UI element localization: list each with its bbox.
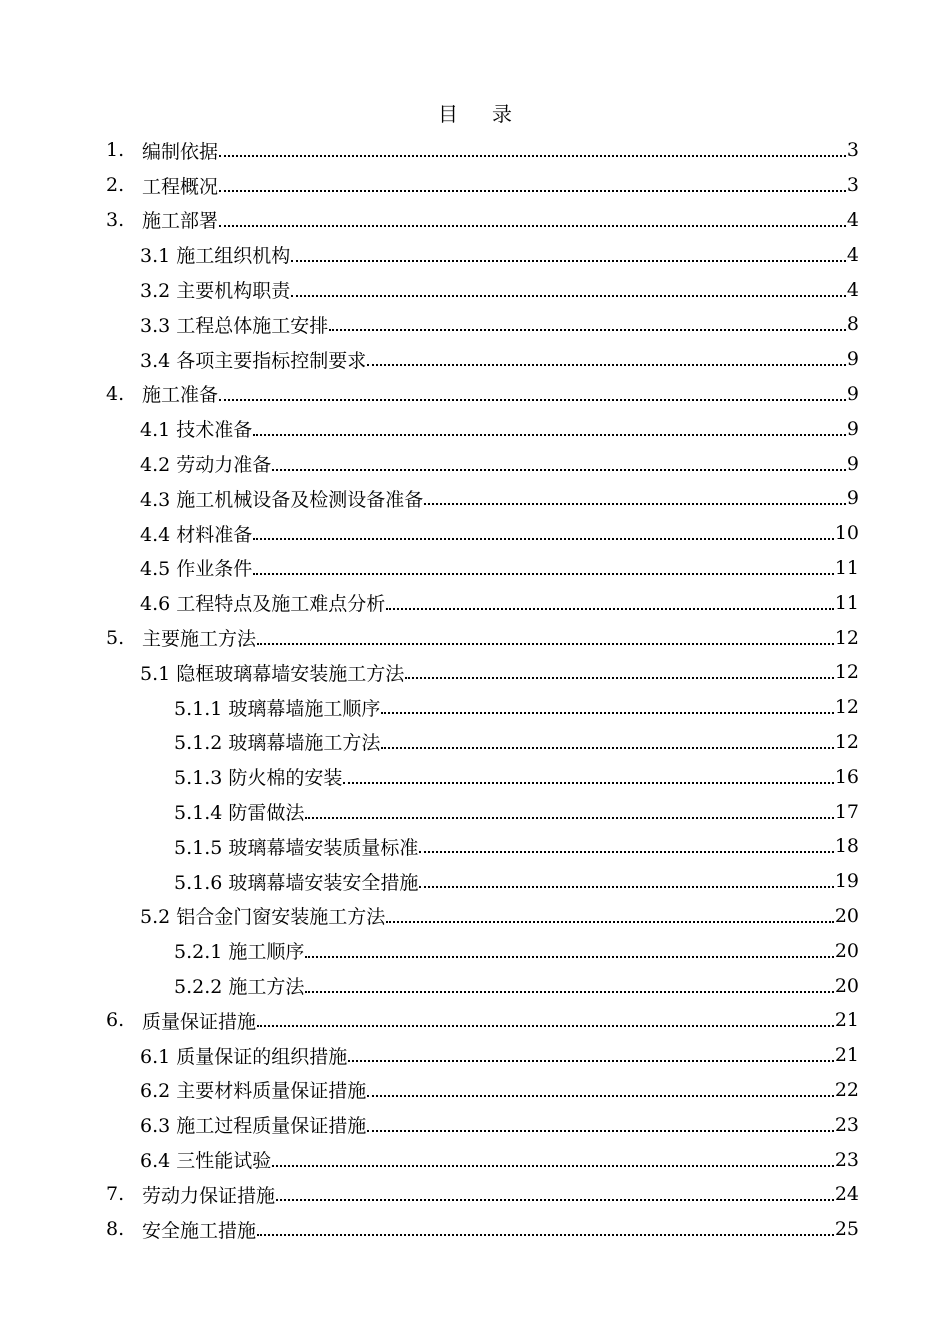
toc-entry[interactable] [0,794,950,829]
toc-entry-title: 3.4 各项主要指标控制要求 [140,346,366,373]
toc-entry-page-number: 9 [846,348,859,371]
toc-dot-leader [381,696,833,718]
toc-entry[interactable] [0,203,950,238]
toc-entry-title: 4.2 劳动力准备 [140,450,271,477]
toc-entry[interactable] [0,1038,950,1073]
toc-title-left: 目 [438,102,458,126]
toc-entry[interactable] [0,690,950,725]
toc-entry-number: 1. [106,139,125,162]
toc-dot-leader [219,383,846,405]
toc-entry[interactable] [0,342,950,377]
toc-entry-page-number: 12 [834,661,859,684]
toc-entry-page-number: 10 [834,522,859,545]
toc-entry[interactable] [0,933,950,968]
toc-entry-title: 5.1.4 防雷做法 [174,798,304,825]
toc-dot-leader [257,1009,834,1031]
toc-title-right: 录 [492,102,512,126]
toc-entry-page-number: 12 [834,626,859,649]
toc-entry-page-number: 4 [846,243,859,266]
toc-dot-leader [329,313,846,335]
toc-dot-leader [253,418,846,440]
toc-entry-title: 4.3 施工机械设备及检测设备准备 [140,485,423,512]
toc-dot-leader [424,487,846,509]
toc-dot-leader [272,1149,834,1171]
toc-entry[interactable] [0,481,950,516]
toc-entry-title: 4.5 作业条件 [140,554,252,581]
toc-entry[interactable] [0,725,950,760]
toc-entry-title: 5.1.1 玻璃幕墙施工顺序 [174,694,380,721]
toc-title [0,98,950,130]
toc-entry-page-number: 9 [846,417,859,440]
toc-entry-page-number: 21 [834,1044,859,1067]
toc-entry[interactable] [0,411,950,446]
toc-entry[interactable] [0,237,950,272]
toc-entry-title: 施工部署 [142,206,218,233]
toc-entry[interactable] [0,516,950,551]
toc-entry-title: 5.1.5 玻璃幕墙安装质量标准 [174,833,418,860]
toc-entry-page-number: 4 [846,278,859,301]
toc-entry[interactable] [0,655,950,690]
toc-entry-page-number: 3 [846,139,859,162]
toc-entry[interactable] [0,1003,950,1038]
toc-entry-page-number: 17 [834,800,859,823]
toc-dot-leader [257,1218,834,1240]
toc-entry-page-number: 9 [846,487,859,510]
toc-entry[interactable] [0,968,950,1003]
toc-dot-leader [219,174,846,196]
toc-entry[interactable] [0,1073,950,1108]
toc-entry-title: 4.4 材料准备 [140,520,252,547]
toc-dot-leader [253,522,834,544]
toc-entry-page-number: 19 [834,870,859,893]
toc-dot-leader [348,1044,834,1066]
toc-entry-title: 5.1.2 玻璃幕墙施工方法 [174,728,380,755]
toc-entry-title: 5.2 铝合金门窗安装施工方法 [140,902,385,929]
toc-entry-number: 2. [106,174,125,197]
toc-entry-page-number: 9 [846,452,859,475]
toc-entry-number: 7. [106,1183,125,1206]
toc-entry[interactable] [0,1107,950,1142]
toc-entry-title: 施工准备 [142,380,218,407]
toc-dot-leader [405,661,834,683]
toc-dot-leader [272,453,846,475]
toc-entry[interactable] [0,307,950,342]
toc-entry[interactable] [0,1142,950,1177]
toc-entry-page-number: 16 [834,765,859,788]
toc-dot-leader [343,766,833,788]
toc-entry-page-number: 11 [834,591,859,614]
toc-entry-page-number: 3 [846,174,859,197]
toc-entry-title: 5.2.2 施工方法 [174,972,304,999]
toc-dot-leader [367,1079,834,1101]
toc-entry-page-number: 8 [846,313,859,336]
toc-entry[interactable] [0,446,950,481]
toc-dot-leader [386,905,834,927]
toc-entry-title: 质量保证措施 [142,1007,256,1034]
toc-entry-page-number: 20 [834,974,859,997]
toc-entry-page-number: 25 [834,1218,859,1241]
toc-entry-page-number: 18 [834,835,859,858]
toc-entry[interactable] [0,133,950,168]
toc-entry-title: 5.1 隐框玻璃幕墙安装施工方法 [140,659,404,686]
toc-entry-title: 编制依据 [142,137,218,164]
toc-entry-title: 6.4 三性能试验 [140,1146,271,1173]
toc-dot-leader [419,835,833,857]
toc-entry[interactable] [0,620,950,655]
toc-entry[interactable] [0,899,950,934]
toc-entry-page-number: 22 [834,1078,859,1101]
toc-entry-title: 劳动力保证措施 [142,1181,275,1208]
toc-entry-number: 5. [106,626,125,649]
toc-entry-number: 6. [106,1009,125,1032]
toc-entry-page-number: 12 [834,696,859,719]
toc-dot-leader [386,592,834,614]
toc-dot-leader [276,1183,834,1205]
toc-dot-leader [305,940,833,962]
toc-entry[interactable] [0,585,950,620]
toc-entry-page-number: 20 [834,904,859,927]
toc-entry-title: 5.2.1 施工顺序 [174,937,304,964]
toc-dot-leader [253,557,834,579]
toc-dot-leader [367,348,846,370]
toc-entry-page-number: 23 [834,1113,859,1136]
toc-entry[interactable] [0,759,950,794]
toc-entry-title: 3.2 主要机构职责 [140,276,290,303]
toc-entry-title: 4.1 技术准备 [140,415,252,442]
toc-entry[interactable] [0,551,950,586]
toc-entry-title: 3.3 工程总体施工安排 [140,311,328,338]
toc-entry[interactable] [0,1212,950,1247]
toc-entry-title: 安全施工措施 [142,1216,256,1243]
toc-entry-number: 4. [106,382,125,405]
toc-entry-title: 5.1.6 玻璃幕墙安装安全措施 [174,868,418,895]
toc-entry-page-number: 20 [834,939,859,962]
toc-dot-leader [257,627,834,649]
toc-entry-title: 6.1 质量保证的组织措施 [140,1042,347,1069]
toc-dot-leader [367,1114,834,1136]
toc-entry[interactable] [0,168,950,203]
toc-entry[interactable] [0,272,950,307]
toc-dot-leader [291,244,846,266]
toc-entry-page-number: 24 [834,1183,859,1206]
toc-entry-title: 5.1.3 防火棉的安装 [174,763,342,790]
toc-entry[interactable] [0,829,950,864]
toc-entry-title: 4.6 工程特点及施工难点分析 [140,589,385,616]
toc-dot-leader [291,279,846,301]
toc-dot-leader [305,801,833,823]
toc-entry-page-number: 12 [834,730,859,753]
toc-dot-leader [419,870,833,892]
toc-entry-page-number: 23 [834,1148,859,1171]
toc-entry-number: 3. [106,208,125,231]
toc-list [0,133,950,1247]
toc-entry[interactable] [0,1177,950,1212]
toc-entry-title: 6.2 主要材料质量保证措施 [140,1076,366,1103]
toc-dot-leader [219,139,846,161]
toc-entry[interactable] [0,864,950,899]
toc-entry-page-number: 4 [846,208,859,231]
toc-entry-page-number: 11 [834,556,859,579]
toc-entry[interactable] [0,377,950,412]
toc-entry-title: 6.3 施工过程质量保证措施 [140,1111,366,1138]
toc-dot-leader [381,731,833,753]
toc-entry-page-number: 9 [846,382,859,405]
toc-entry-page-number: 21 [834,1009,859,1032]
toc-entry-title: 3.1 施工组织机构 [140,241,290,268]
toc-entry-number: 8. [106,1218,125,1241]
toc-entry-title: 工程概况 [142,172,218,199]
toc-dot-leader [219,209,846,231]
toc-entry-title: 主要施工方法 [142,624,256,651]
toc-dot-leader [305,975,833,997]
